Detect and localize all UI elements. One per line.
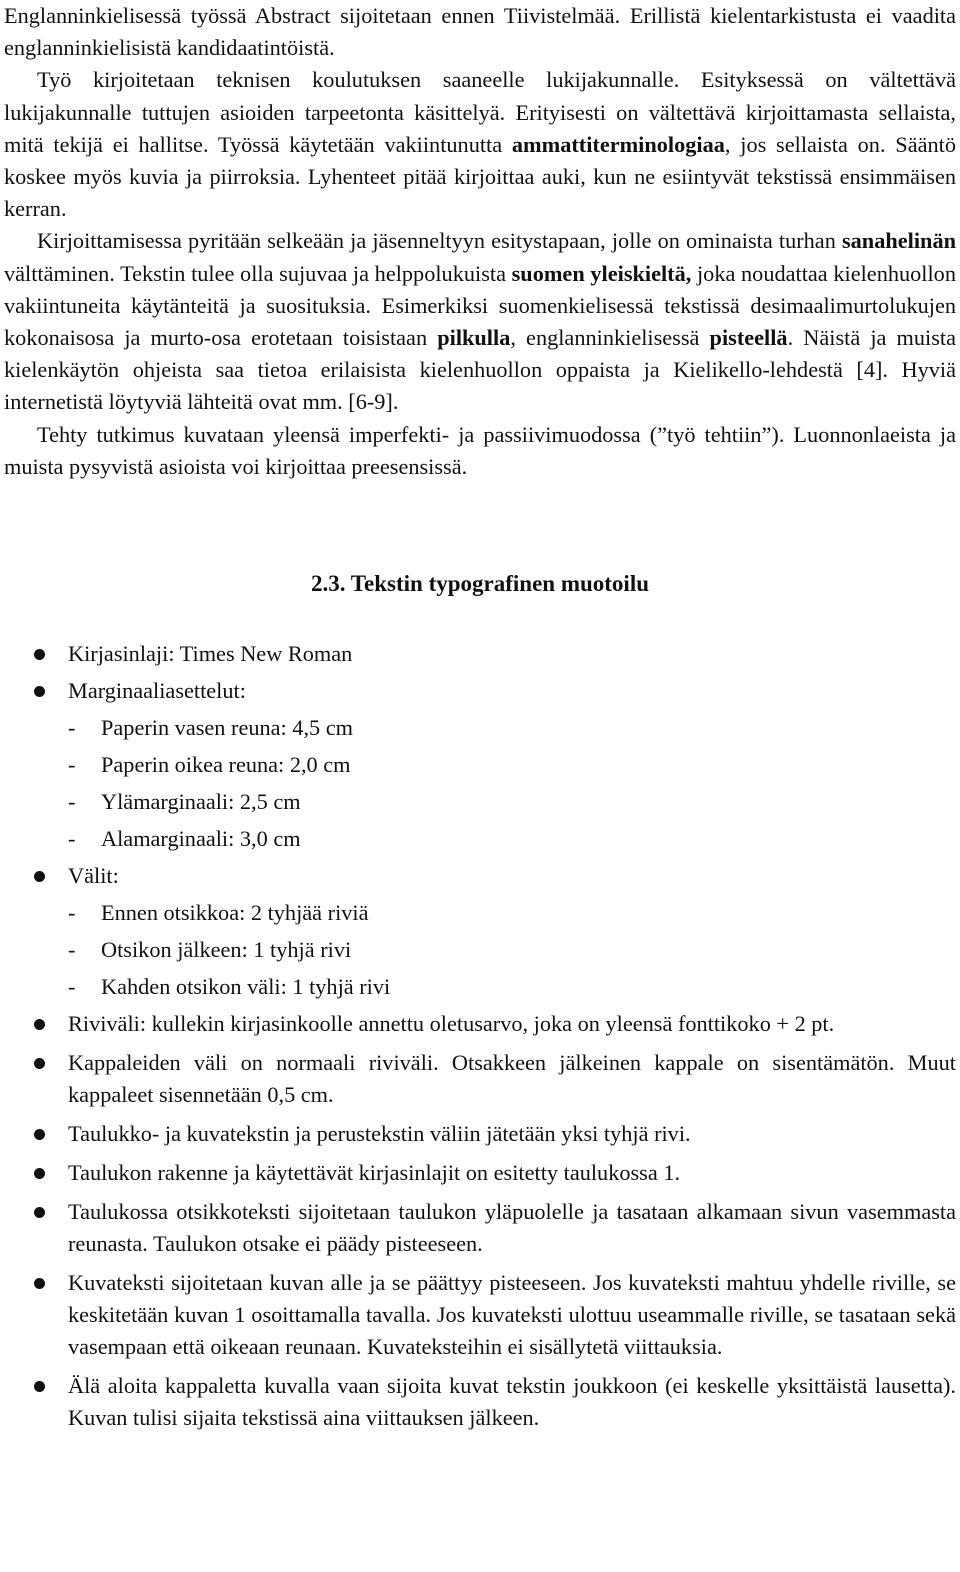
list-item: [4, 1267, 956, 1363]
sub-list-item: [68, 934, 956, 966]
list-item-text: Taulukossa otsikkoteksti sijoitetaan taulukon yläpuolelle ja tasataan alkamaan sivun vasemmasta reunasta. Taulukon otsake ei päädy pisteeseen.: [68, 1199, 956, 1257]
sub-list-text: Otsikon jälkeen: 1 tyhjä rivi: [101, 937, 352, 963]
dash-icon: -: [68, 715, 76, 741]
sub-list-text: Alamarginaali: 3,0 cm: [101, 826, 301, 852]
paragraph-text: välttäminen. Tekstin tulee olla sujuvaa ja helppolukuista: [4, 260, 512, 286]
dash-icon: -: [68, 937, 76, 963]
list-item-text: Marginaaliasettelut:: [68, 678, 246, 704]
section-heading: 2.3. Tekstin typografinen muotoilu: [310, 571, 650, 597]
list-item: [4, 1047, 956, 1111]
sub-list: [68, 712, 956, 855]
sub-list-text: Ennen otsikkoa: 2 tyhjää riviä: [101, 900, 369, 926]
sub-list-item: [68, 897, 956, 929]
list-item: [4, 860, 956, 1003]
bold-term: sanahelinän: [841, 228, 956, 254]
bullet-icon: [34, 1381, 45, 1392]
list-item: [4, 1118, 956, 1150]
list-item-text: Kuvateksti sijoitetaan kuvan alle ja se päättyy pisteeseen. Jos kuvateksti mahtuu yhdelle riville, se keskitetään kuvan 1 osoittamalla tavalla. Jos kuvateksti ulottuu useammalle riville, se tasataan sekä vasempaan että oikeaan reunaan. Kuvateksteihin ei sisällytetä viittauksia.: [68, 1270, 956, 1360]
list-item: [4, 1196, 956, 1260]
bullet-icon: [34, 871, 45, 882]
bullet-icon: [34, 1129, 45, 1140]
typography-rules-list: [4, 638, 956, 1434]
sub-list-item: [68, 823, 956, 855]
bold-term: pisteellä: [709, 325, 788, 351]
paragraph-text: Työ kirjoitetaan teknisen koulutuksen saaneelle lukijakunnalle. Esityksessä on vältettävä lukijakunnalle tuttujen asioiden tarpeetonta käsittelyä. Erityisesti on vältettävä kirjoittamasta sellaista, mitä tekijä ei hallitse. Työssä käytetään vakiintunutta: [4, 67, 956, 157]
bullet-icon: [34, 686, 45, 697]
bullet-icon: [34, 649, 45, 660]
bullet-icon: [34, 1058, 45, 1069]
bullet-icon: [34, 1278, 45, 1289]
paragraph-text: , englanninkielisessä: [510, 325, 710, 351]
list-item: [4, 638, 956, 670]
list-item-text: Välit:: [68, 863, 119, 889]
paragraph-audience: [4, 64, 956, 225]
dash-icon: -: [68, 826, 76, 852]
sub-list-text: Ylämarginaali: 2,5 cm: [101, 789, 301, 815]
dash-icon: -: [68, 752, 76, 778]
paragraph-tense: [4, 419, 956, 483]
sub-list-item: [68, 786, 956, 818]
dash-icon: -: [68, 789, 76, 815]
list-item-text: Kirjasinlaji: Times New Roman: [68, 641, 353, 667]
list-item: [4, 675, 956, 855]
bullet-icon: [34, 1168, 45, 1179]
paragraph-text: . Näistä ja muista kielenkäytön ohjeista saa tietoa erilaisista kielenhuollon oppaista ja Kielikello-lehdestä [4]. Hyviä internetistä löytyviä lähteitä ovat mm. [6-9].: [4, 325, 956, 415]
list-item: [4, 1157, 956, 1189]
paragraph-text: Englanninkielisessä työssä Abstract sijoitetaan ennen Tiivistelmää. Erillistä kielentarkistusta ei vaadita englanninkielisistä kandidaatintöistä.: [4, 3, 956, 61]
paragraph-text: , jos sellaista on. Sääntö koskee myös kuvia ja piirroksia. Lyhenteet pitää kirjoittaa auki, kun ne esiintyvät tekstissä ensimmäisen kerran.: [4, 131, 956, 222]
paragraph-text: Tehty tutkimus kuvataan yleensä imperfekti- ja passiivimuodossa (”työ tehtiin”). Luonnonlaeista ja muista pysyvistä asioista voi kirjoittaa preesensissä.: [4, 421, 956, 479]
bullet-icon: [34, 1019, 45, 1030]
sub-list-text: Kahden otsikon väli: 1 tyhjä rivi: [101, 974, 391, 1000]
bullet-icon: [34, 1207, 45, 1218]
paragraph-text: joka noudattaa kielenhuollon vakiintuneita käytänteitä ja suosituksia. Esimerkiksi suomenkielisessä tekstissä desimaalimurtolukujen kokonaisosa ja murto-osa erotetaan toisistaan: [4, 260, 956, 351]
paragraph-text: Kirjoittamisessa pyritään selkeään ja jäsenneltyyn esitystapaan, jolle on ominaista turhan: [37, 228, 842, 254]
list-item: [4, 1370, 956, 1434]
list-item-text: Riviväli: kullekin kirjasinkoolle annettu oletusarvo, joka on yleensä fonttikoko + 2 pt.: [68, 1011, 835, 1037]
sub-list-text: Paperin oikea reuna: 2,0 cm: [101, 752, 351, 778]
dash-icon: -: [68, 900, 76, 926]
sub-list: [68, 897, 956, 1003]
bold-term: suomen yleiskieltä,: [511, 260, 692, 286]
list-item-text: Taulukko- ja kuvatekstin ja perustekstin väliin jätetään yksi tyhjä rivi.: [68, 1121, 691, 1147]
sub-list-text: Paperin vasen reuna: 4,5 cm: [101, 715, 353, 741]
paragraph-style: [4, 225, 956, 418]
sub-list-item: [68, 749, 956, 781]
dash-icon: -: [68, 974, 76, 1000]
paragraph-abstract-note: [4, 0, 956, 64]
list-item-text: Kappaleiden väli on normaali riviväli. Otsakkeen jälkeinen kappale on sisentämätön. Muut kappaleet sisennetään 0,5 cm.: [68, 1050, 956, 1108]
list-item-text: Taulukon rakenne ja käytettävät kirjasinlajit on esitetty taulukossa 1.: [68, 1160, 681, 1186]
list-item: [4, 1008, 956, 1040]
sub-list-item: [68, 971, 956, 1003]
bold-term: ammattiterminologiaa: [511, 131, 725, 157]
bold-term: pilkulla: [437, 325, 511, 351]
sub-list-item: [68, 712, 956, 744]
list-item-text: Älä aloita kappaletta kuvalla vaan sijoita kuvat tekstin joukkoon (ei keskelle yksittäistä lausetta). Kuvan tulisi sijaita tekstissä aina viittauksen jälkeen.: [68, 1373, 956, 1431]
